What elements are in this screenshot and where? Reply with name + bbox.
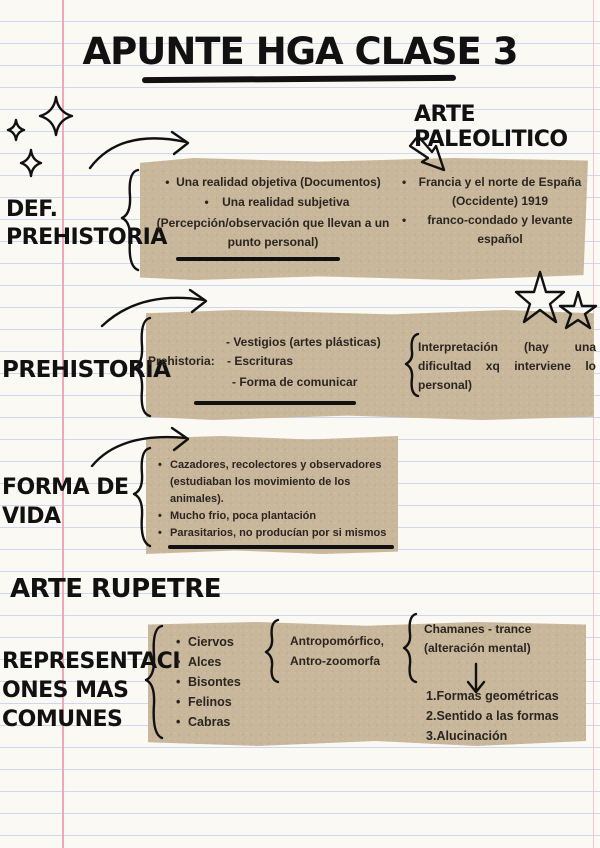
outlined-arrow-icon [410, 136, 444, 170]
prehistoria-item-vestigios: - Vestigios (artes plásticas) [226, 335, 381, 349]
def-label-line2: PREHISTORIA [6, 225, 167, 250]
forma-item-cazadores: • Cazadores, recolectores y observadores (estudiaban los movimiento de los animales). [156, 457, 398, 508]
paleolitico-item-franco-condado: franco-condado y levante español [427, 213, 573, 246]
def-item-subjetiva-detail: (Percepción/observación que llevan a un punto personal) [156, 216, 390, 249]
def-item-subjetiva-text: Una realidad subjetiva [222, 195, 350, 209]
animal-item: • Bisontes [174, 672, 241, 692]
representaciones-label-line3: COMUNES [2, 707, 123, 732]
curved-arrow-icon [102, 298, 204, 326]
representaciones-label-line2: ONES MAS [2, 678, 129, 703]
prehistoria-item-escrituras: - Escrituras [227, 354, 294, 368]
brace-icon [134, 318, 150, 416]
representaciones-label-line1: REPRESENTACI [2, 649, 181, 674]
brace-icon [404, 614, 416, 682]
curved-arrow-icon [92, 437, 186, 466]
arte-paleolitico-heading: ARTE PALEOLITICO [414, 102, 568, 152]
prehistoria-interpretation: Interpretación (hay una dificultad xq interviene lo personal) [418, 340, 596, 392]
paleolitico-item-francia: Francia y el norte de España (Occidente) 1919 [418, 175, 582, 208]
animal-item: • Cabras [174, 712, 241, 732]
brace-icon [146, 626, 162, 738]
prehistoria-label: PREHISTORIA [2, 357, 171, 383]
arte-rupestre-heading: ARTE RUPETRE [10, 574, 221, 604]
forma-label-line1: FORMA DE [2, 475, 129, 500]
sparkle-icon [8, 120, 24, 140]
chamanes-text: Chamanes - trance (alteración mental) [424, 622, 532, 655]
brace-icon [122, 170, 138, 270]
phase-item: 2.Sentido a las formas [426, 709, 559, 723]
prehistoria-item-comunicar: - Forma de comunicar [232, 375, 358, 389]
forma-item-frio: • Mucho frio, poca plantación [156, 508, 398, 525]
sparkle-icon [21, 150, 41, 176]
animal-item: • Ciervos [174, 632, 241, 652]
forma-item-parasitarios: • Parasitarios, no producían por si mismos [156, 525, 398, 542]
animal-item: • Alces [174, 652, 241, 672]
bullet-icon: • [204, 195, 223, 209]
bullet-icon: • [165, 175, 177, 189]
bullet-icon: • [402, 213, 407, 227]
brace-icon [266, 620, 278, 682]
page-title: APUNTE HGA CLASE 3 [82, 30, 518, 73]
def-label-line1: DEF. [6, 197, 58, 222]
prehistoria-lead: Prehistoria: [148, 354, 215, 368]
phase-item: 1.Formas geométricas [426, 689, 559, 703]
forma-label-line2: VIDA [2, 504, 61, 529]
animal-item: • Felinos [174, 692, 241, 712]
star-icon [516, 272, 564, 322]
def-item-objetiva-text: Una realidad objetiva (Documentos) [176, 175, 381, 189]
curved-arrow-icon [90, 138, 186, 168]
anthropo-line1: Antropomórfico, [290, 634, 384, 648]
brace-icon [134, 448, 150, 546]
bullet-icon: • [402, 175, 407, 189]
star-icon [560, 292, 596, 328]
phase-item: 3.Alucinación [426, 729, 508, 743]
sparkle-icon [40, 97, 72, 135]
brace-icon [406, 334, 418, 396]
anthropo-line2: Antro-zoomorfa [290, 654, 380, 668]
